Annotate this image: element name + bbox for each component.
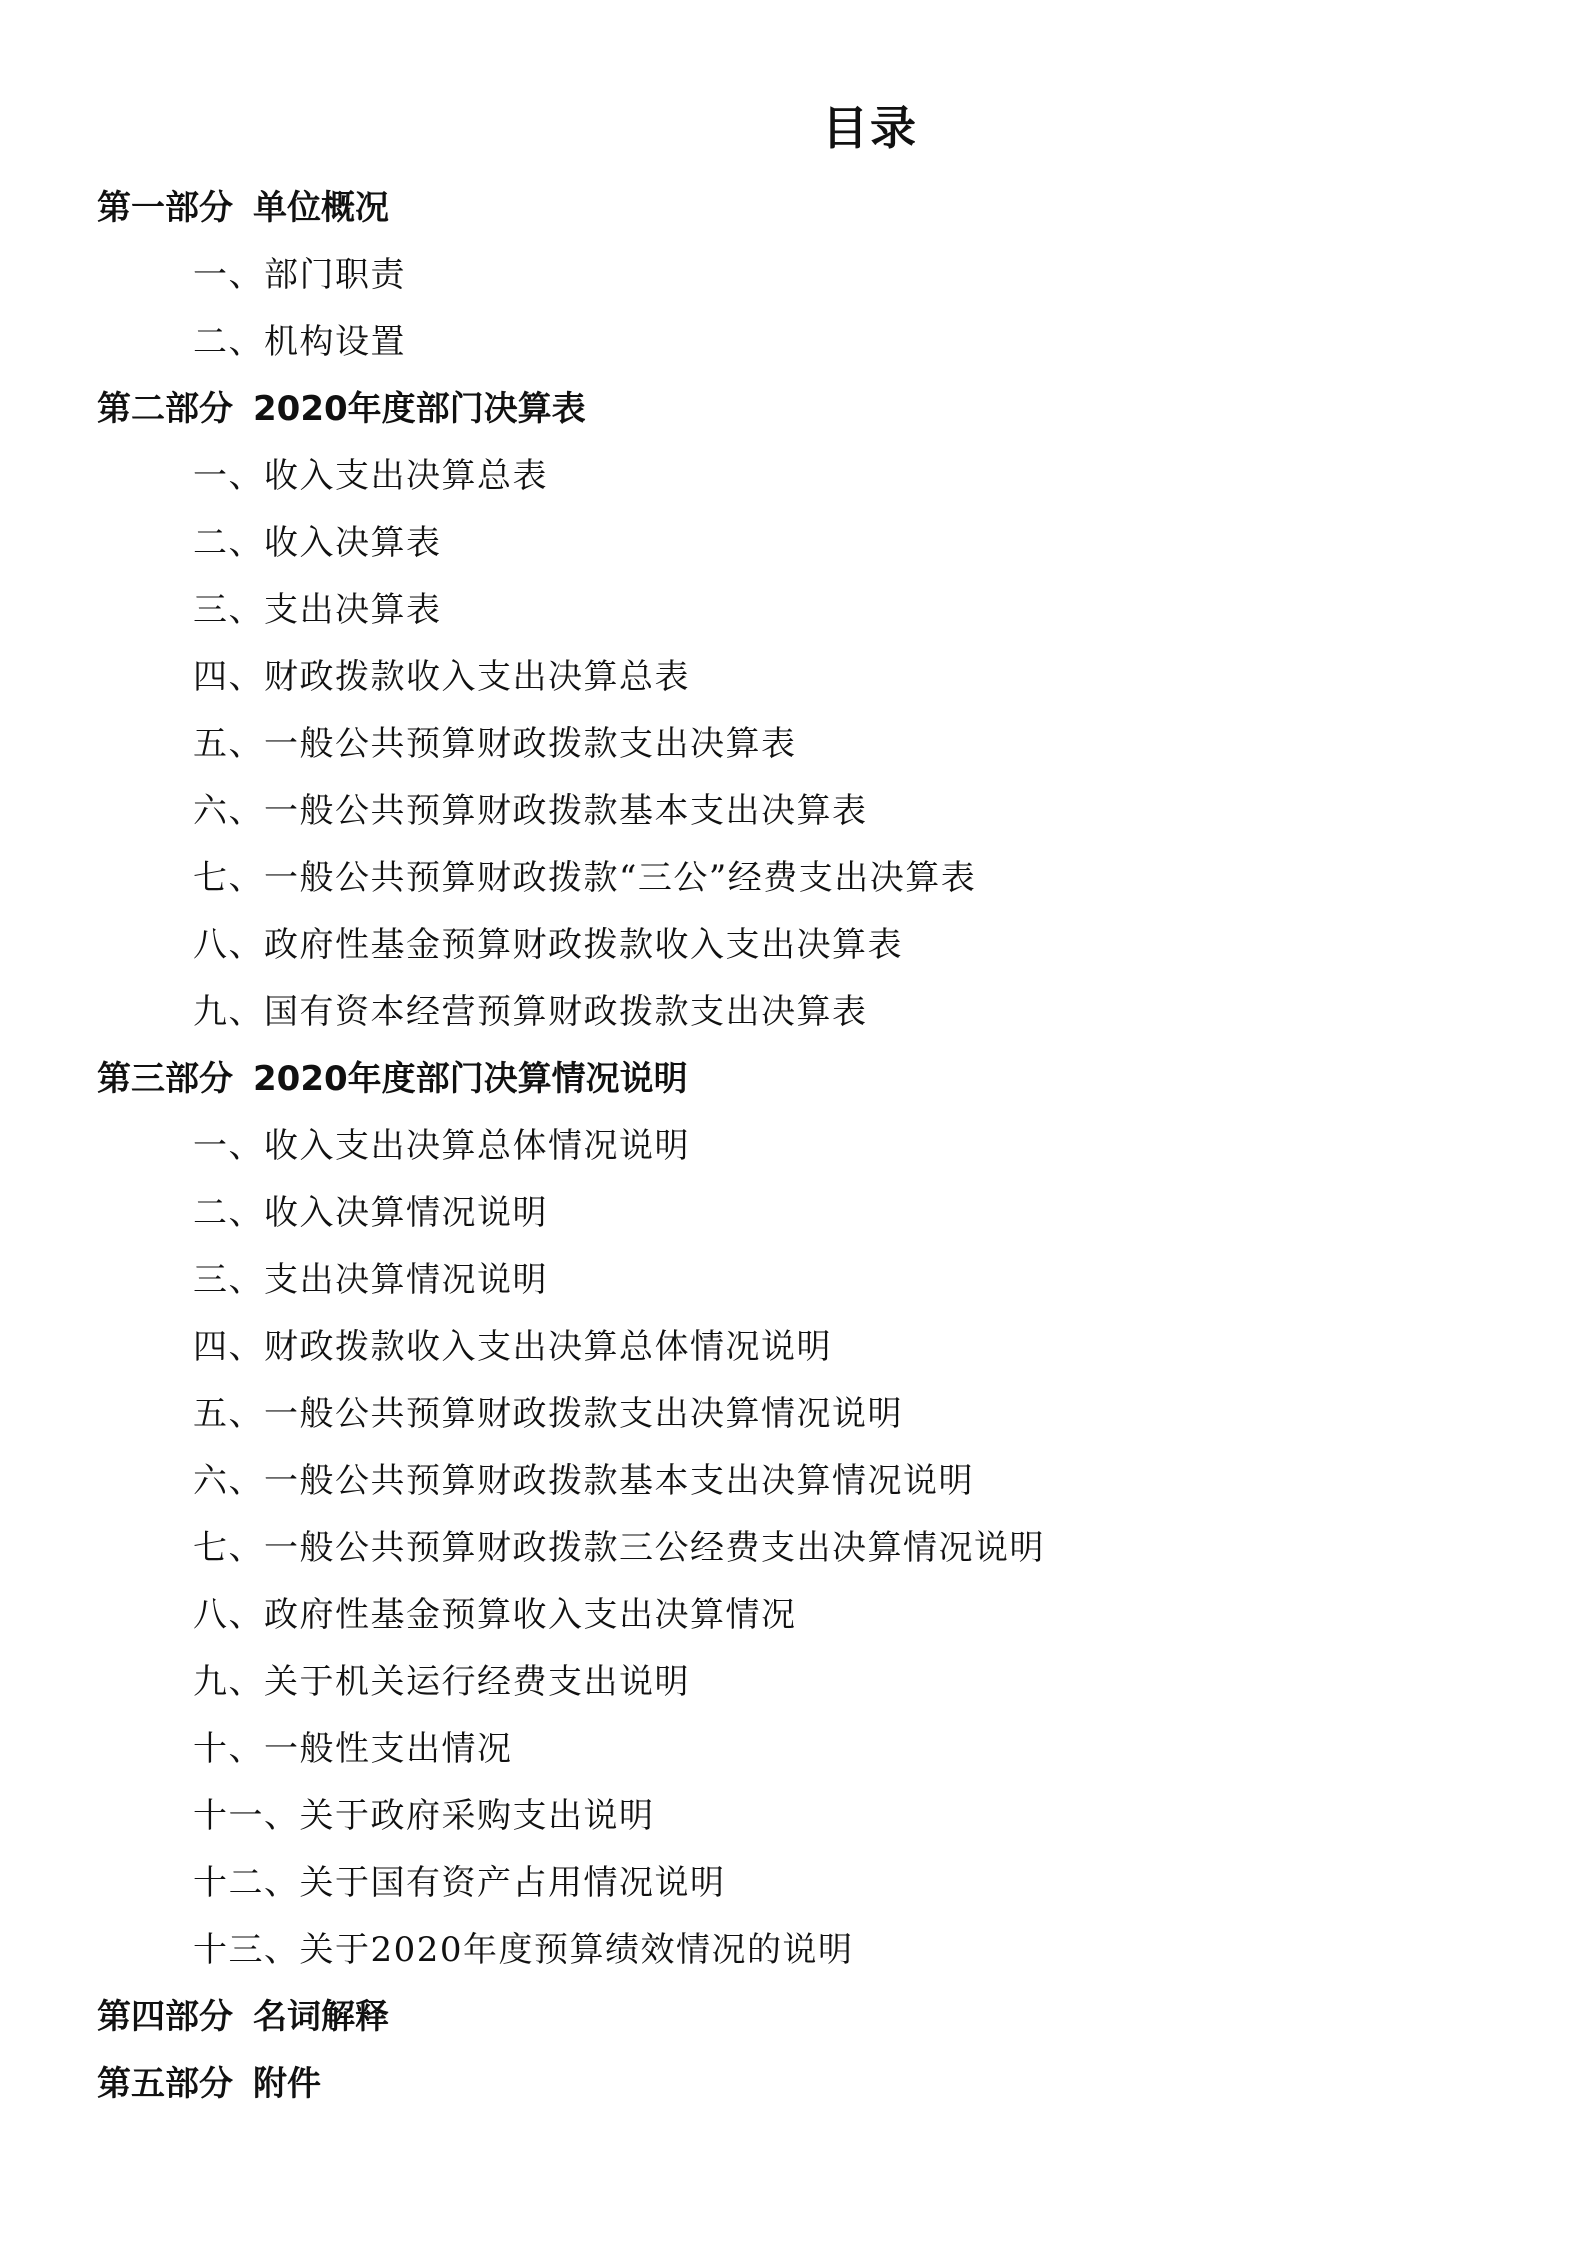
toc-item[interactable]: 三、支出决算表 bbox=[193, 590, 442, 630]
toc-item[interactable]: 十二、关于国有资产占用情况说明 bbox=[193, 1863, 726, 1903]
toc-item[interactable]: 三、支出决算情况说明 bbox=[193, 1260, 548, 1300]
section-part-label: 第一部分 bbox=[97, 188, 233, 228]
section-title: 2020年度部门决算情况说明 bbox=[253, 1059, 688, 1099]
section-part-label: 第三部分 bbox=[97, 1059, 233, 1099]
section-part-label: 第五部分 bbox=[97, 2064, 233, 2104]
toc-item[interactable]: 八、政府性基金预算财政拨款收入支出决算表 bbox=[193, 925, 903, 965]
toc-item[interactable]: 二、收入决算表 bbox=[193, 523, 442, 563]
toc-item[interactable]: 二、收入决算情况说明 bbox=[193, 1193, 548, 1233]
toc-section-part-1 bbox=[0, 175, 1587, 376]
section-title: 单位概况 bbox=[253, 188, 389, 228]
section-title: 名词解释 bbox=[253, 1997, 389, 2037]
section-title: 附件 bbox=[253, 2064, 321, 2104]
toc-item[interactable]: 一、部门职责 bbox=[193, 255, 406, 295]
section-part-label: 第二部分 bbox=[97, 389, 233, 429]
toc-item[interactable]: 十、一般性支出情况 bbox=[193, 1729, 513, 1769]
toc-section-part-4 bbox=[0, 1984, 1587, 2051]
section-heading[interactable] bbox=[0, 376, 1587, 443]
toc-item[interactable]: 五、一般公共预算财政拨款支出决算情况说明 bbox=[193, 1394, 903, 1434]
toc-item[interactable]: 一、收入支出决算总体情况说明 bbox=[193, 1126, 690, 1166]
toc-item[interactable]: 九、关于机关运行经费支出说明 bbox=[193, 1662, 690, 1702]
toc-item[interactable]: 六、一般公共预算财政拨款基本支出决算表 bbox=[193, 791, 868, 831]
toc-item[interactable]: 八、政府性基金预算收入支出决算情况 bbox=[193, 1595, 797, 1635]
toc-item[interactable]: 九、国有资本经营预算财政拨款支出决算表 bbox=[193, 992, 868, 1032]
section-part-label: 第四部分 bbox=[97, 1997, 233, 2037]
toc-item[interactable]: 二、机构设置 bbox=[193, 322, 406, 362]
toc-title: 目录 bbox=[822, 101, 918, 155]
section-heading[interactable] bbox=[0, 1984, 1587, 2051]
toc-item[interactable]: 十一、关于政府采购支出说明 bbox=[193, 1796, 655, 1836]
section-title: 2020年度部门决算表 bbox=[253, 389, 586, 429]
toc-item[interactable]: 七、一般公共预算财政拨款“三公”经费支出决算表 bbox=[193, 858, 977, 898]
toc-item[interactable]: 四、财政拨款收入支出决算总体情况说明 bbox=[193, 1327, 832, 1367]
toc-section-part-5 bbox=[0, 2051, 1587, 2118]
toc-item[interactable]: 五、一般公共预算财政拨款支出决算表 bbox=[193, 724, 797, 764]
toc-item[interactable]: 十三、关于2020年度预算绩效情况的说明 bbox=[193, 1930, 854, 1970]
toc-item[interactable]: 四、财政拨款收入支出决算总表 bbox=[193, 657, 690, 697]
section-heading[interactable] bbox=[0, 1046, 1587, 1113]
toc-item[interactable]: 六、一般公共预算财政拨款基本支出决算情况说明 bbox=[193, 1461, 974, 1501]
section-heading[interactable] bbox=[0, 2051, 1587, 2118]
toc-item[interactable]: 一、收入支出决算总表 bbox=[193, 456, 548, 496]
section-heading[interactable] bbox=[0, 175, 1587, 242]
toc-list bbox=[0, 175, 1587, 2118]
toc-item[interactable]: 七、一般公共预算财政拨款三公经费支出决算情况说明 bbox=[193, 1528, 1045, 1568]
toc-section-part-3 bbox=[0, 1046, 1587, 1984]
toc-section-part-2 bbox=[0, 376, 1587, 1046]
